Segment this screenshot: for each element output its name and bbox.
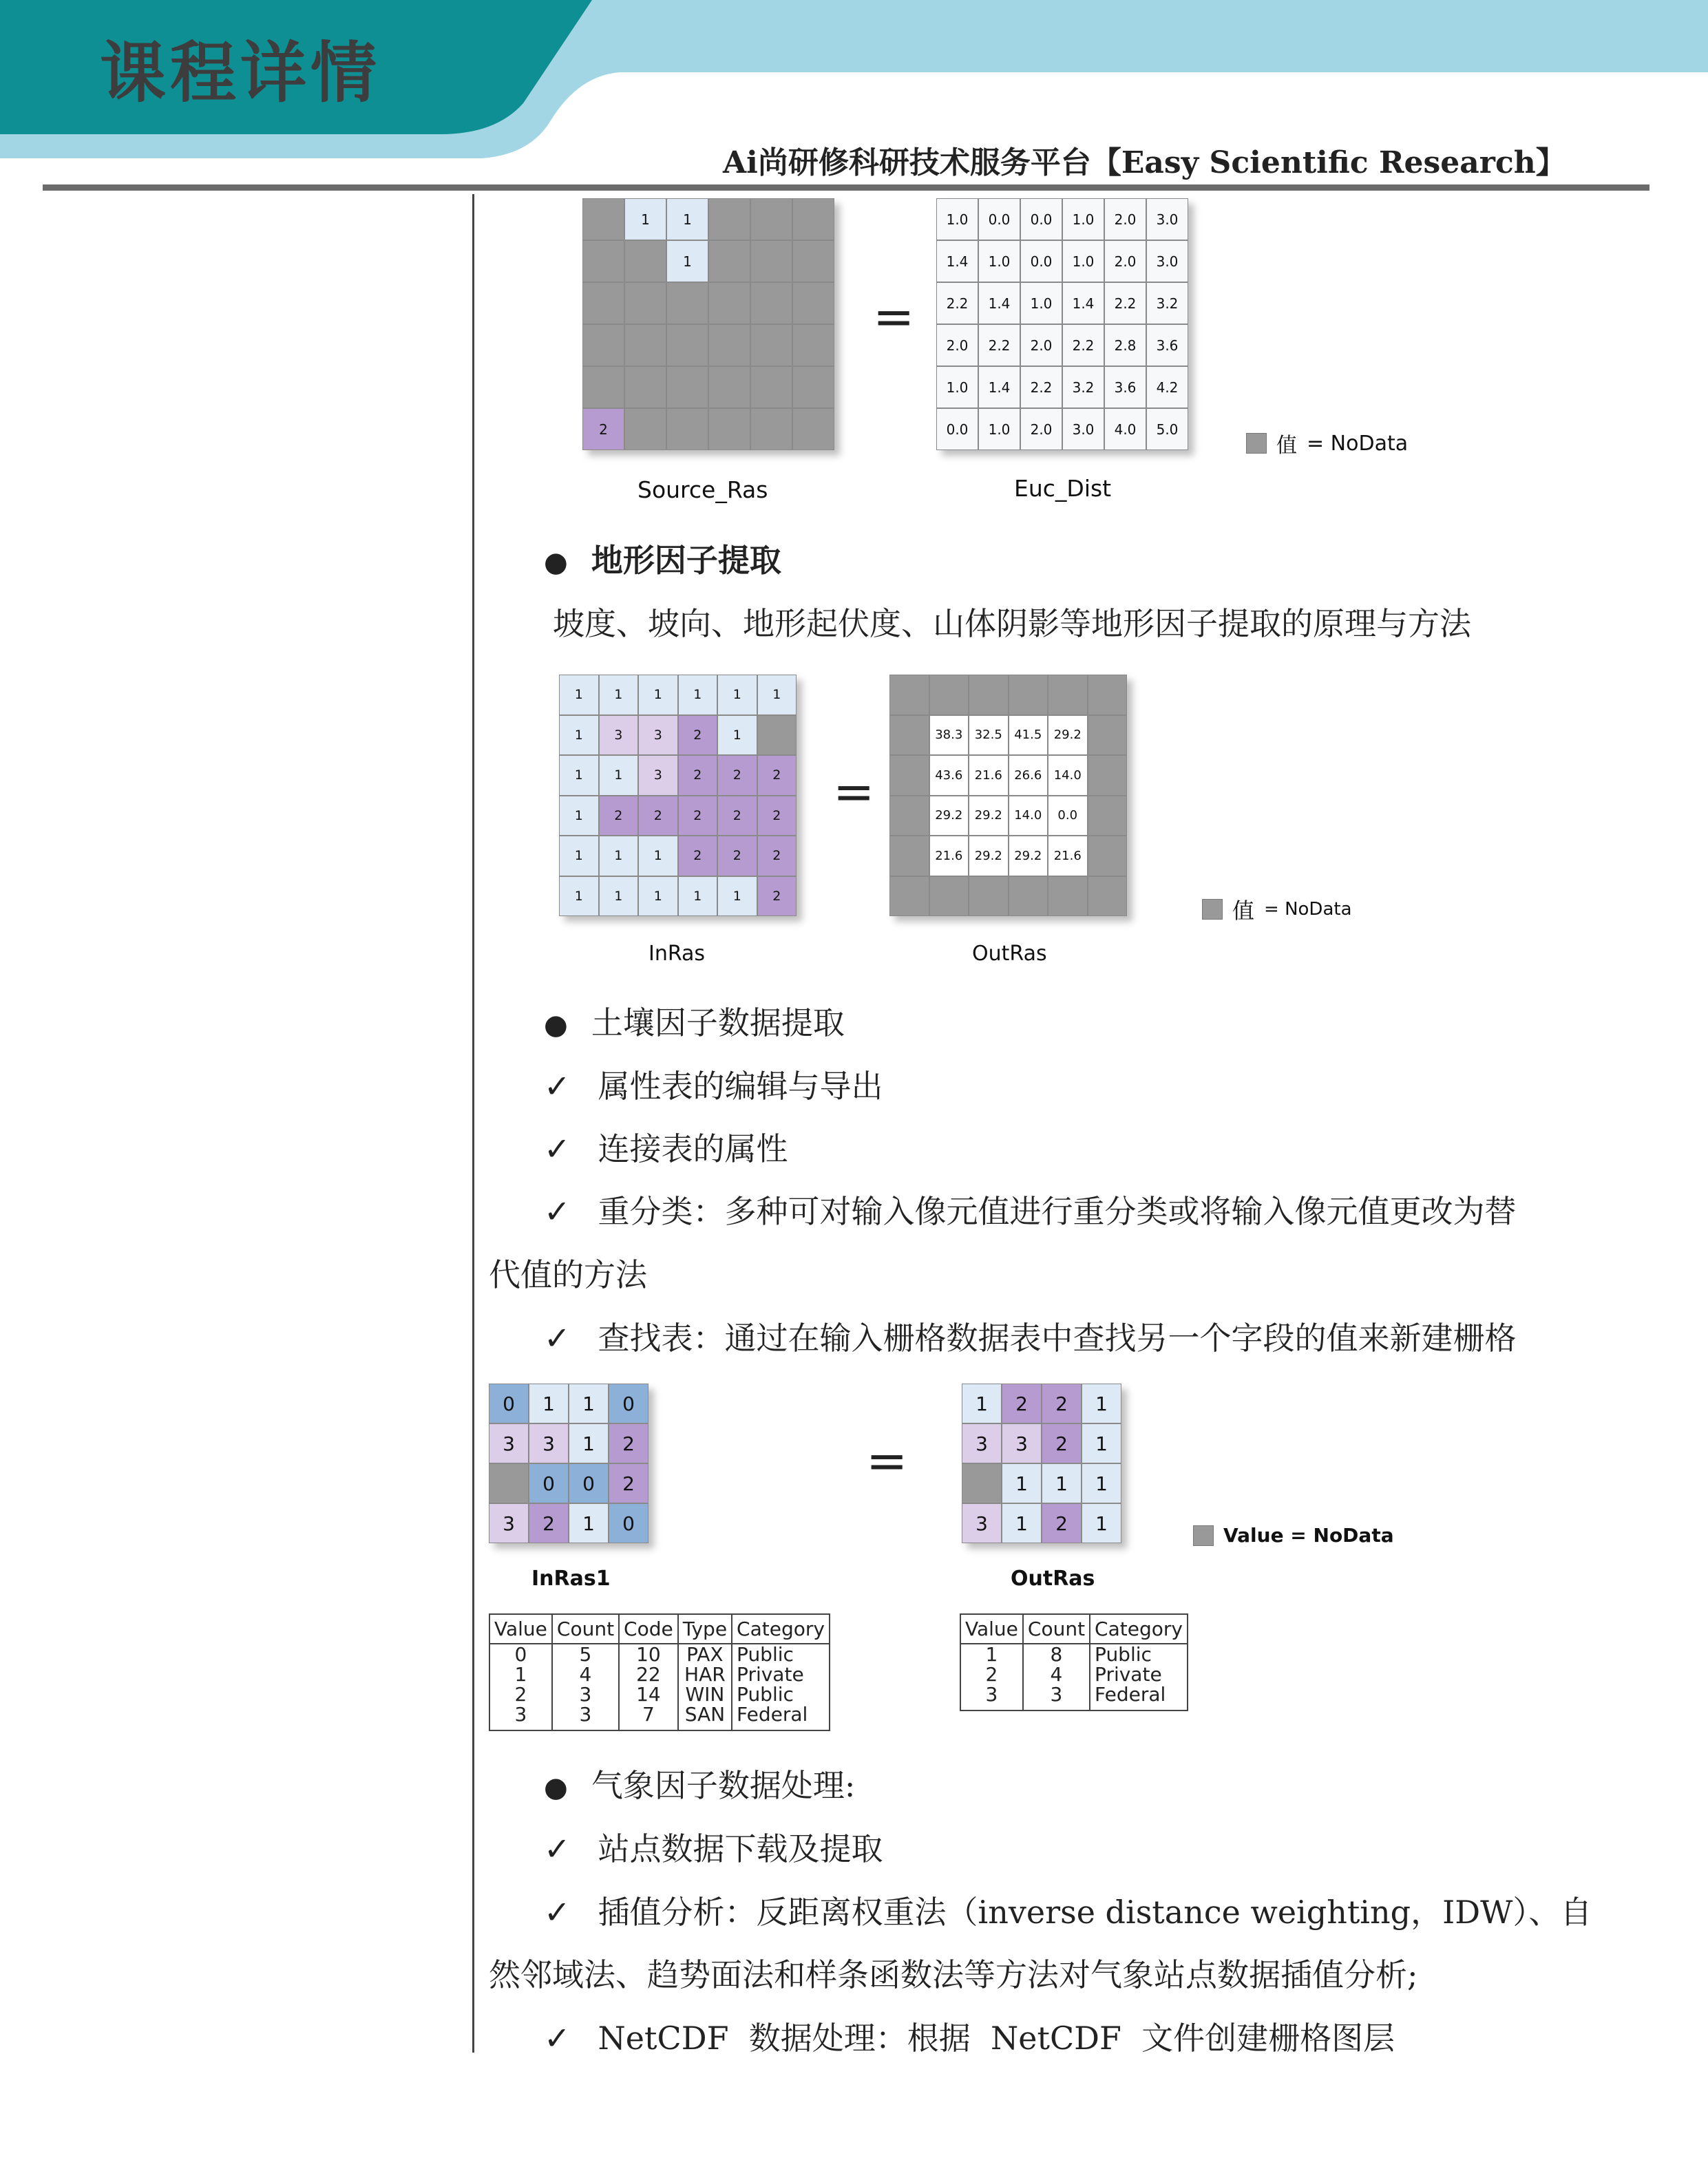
grid-cell (889, 836, 929, 876)
grid-cell (889, 675, 929, 715)
grid-cell: 2 (757, 876, 797, 917)
grid-cell: 1 (1082, 1463, 1121, 1503)
grid-cell: 1.0 (978, 408, 1020, 450)
grid-cell: 21.6 (1048, 836, 1088, 876)
grid-cell (708, 324, 750, 366)
table-row (960, 1644, 1188, 1664)
table-header-row (960, 1614, 1188, 1644)
grid-cell (969, 675, 1009, 715)
grid-cell (624, 282, 666, 324)
grid-cell: 3 (1002, 1423, 1042, 1463)
soil-item-2: ✓ 连接表的属性 (544, 1130, 788, 1167)
inras-grid (559, 675, 797, 916)
grid-cell: 0 (529, 1463, 569, 1503)
grid-cell: 0.0 (936, 408, 978, 450)
table-cell: Private (732, 1664, 830, 1684)
inras1-attribute-table (489, 1613, 830, 1731)
grid-cell: 2 (757, 755, 797, 796)
grid-cell: 1 (1042, 1463, 1082, 1503)
idw-item-cont: 然邻域法、趋势面法和样条函数法等方法对气象站点数据插值分析; (489, 1956, 1418, 1993)
grid-cell (750, 282, 792, 324)
table-row (489, 1684, 830, 1704)
table-cell: Private (1090, 1664, 1188, 1684)
legend-text: = NoData (1307, 431, 1409, 456)
grid-cell: 2 (1002, 1384, 1042, 1423)
grid-cell: 1 (624, 198, 666, 240)
grid-cell: 1 (638, 876, 678, 917)
grid-cell: 1 (599, 836, 639, 876)
table-header-row (489, 1614, 830, 1644)
grid-cell: 1.0 (936, 198, 978, 240)
idw-item: ✓ 插值分析：反距离权重法（inverse distance weighting，IDW）、自 (544, 1894, 1592, 1931)
table-row (960, 1664, 1188, 1684)
lookup-item: ✓ 查找表：通过在输入栅格数据表中查找另一个字段的值来新建栅格 (544, 1320, 1517, 1357)
grid-cell (889, 876, 929, 917)
grid-cell (708, 366, 750, 408)
outras-label: OutRas (1011, 1567, 1095, 1591)
grid-cell: 0.0 (1020, 240, 1062, 282)
grid-cell (624, 324, 666, 366)
grid-cell: 0 (609, 1384, 649, 1423)
grid-cell: 21.6 (929, 836, 969, 876)
grid-cell (624, 240, 666, 282)
grid-cell (962, 1463, 1002, 1503)
legend-text: = NoData (1264, 899, 1352, 920)
check-icon: ✓ (544, 1193, 571, 1230)
grid-cell (1048, 675, 1088, 715)
grid-cell: 1.4 (1062, 282, 1104, 324)
grid-cell: 1 (717, 876, 757, 917)
grid-cell: 5.0 (1146, 408, 1188, 450)
grid-cell: 1 (559, 675, 599, 715)
euc-dist-grid (936, 198, 1188, 450)
table-cell: 10 (619, 1644, 678, 1664)
grid-cell: 3.0 (1146, 240, 1188, 282)
grid-cell: 3 (962, 1423, 1002, 1463)
inras1-label: InRas1 (531, 1567, 611, 1591)
grid-cell (582, 324, 624, 366)
grid-cell (1088, 876, 1128, 917)
grid-cell: 2 (678, 836, 718, 876)
grid-cell: 26.6 (1009, 755, 1048, 796)
grid-cell: 2 (757, 836, 797, 876)
grid-cell (666, 282, 708, 324)
outras-grid (962, 1384, 1121, 1543)
grid-cell: 0.0 (1048, 796, 1088, 836)
column-header: Count (1023, 1614, 1090, 1644)
grid-cell: 3 (638, 715, 678, 756)
grid-cell: 1 (678, 876, 718, 917)
grid-cell: 2 (678, 715, 718, 756)
outras-attribute-table (960, 1613, 1188, 1711)
column-header: Count (552, 1614, 619, 1644)
bullet-icon: ● (544, 1772, 568, 1803)
reclass-item-cont: 代值的方法 (489, 1256, 647, 1293)
grid-cell (1088, 755, 1128, 796)
grid-cell: 1.0 (936, 366, 978, 408)
grid-cell (889, 715, 929, 756)
grid-cell (750, 408, 792, 450)
grid-cell: 1 (666, 240, 708, 282)
margin-line (472, 194, 474, 2053)
inras-label: InRas (649, 942, 706, 966)
grid-cell: 2 (717, 755, 757, 796)
grid-cell: 2.2 (1062, 324, 1104, 366)
nodata-legend (1202, 893, 1352, 925)
grid-cell: 1 (638, 836, 678, 876)
table-cell: 8 (1023, 1644, 1090, 1664)
grid-cell (666, 408, 708, 450)
table-cell: 3 (552, 1704, 619, 1730)
grid-cell (929, 876, 969, 917)
grid-cell (582, 198, 624, 240)
grid-cell: 2.2 (936, 282, 978, 324)
grid-cell: 1 (599, 876, 639, 917)
grid-cell: 2 (678, 796, 718, 836)
grid-cell: 2 (717, 836, 757, 876)
grid-cell: 0.0 (978, 198, 1020, 240)
grid-cell: 2 (609, 1463, 649, 1503)
grid-cell: 1.0 (1062, 198, 1104, 240)
soil-heading (544, 998, 845, 1044)
grid-cell: 1 (559, 755, 599, 796)
grid-cell (582, 366, 624, 408)
grid-cell (889, 796, 929, 836)
grid-cell: 1 (1002, 1463, 1042, 1503)
check-icon: ✓ (544, 1068, 571, 1105)
nodata-swatch (1202, 899, 1223, 920)
grid-cell (792, 324, 834, 366)
grid-cell (624, 366, 666, 408)
grid-cell: 1 (559, 836, 599, 876)
grid-cell: 2 (1042, 1503, 1082, 1543)
grid-cell (708, 198, 750, 240)
table-row (489, 1704, 830, 1730)
grid-cell: 1 (1082, 1503, 1121, 1543)
grid-cell: 2 (609, 1423, 649, 1463)
table-cell: 0 (489, 1644, 552, 1664)
grid-cell: 0 (569, 1463, 609, 1503)
grid-cell: 1 (599, 675, 639, 715)
outras-label: OutRas (972, 942, 1047, 966)
equals-sign: = (833, 763, 875, 820)
header-divider (43, 184, 1649, 191)
grid-cell: 1 (529, 1384, 569, 1423)
grid-cell: 1 (569, 1423, 609, 1463)
table-cell: HAR (678, 1664, 732, 1684)
column-header: Code (619, 1614, 678, 1644)
grid-cell: 2.0 (936, 324, 978, 366)
grid-cell: 29.2 (1048, 715, 1088, 756)
grid-cell: 0 (489, 1384, 529, 1423)
grid-cell (889, 755, 929, 796)
grid-cell: 29.2 (969, 836, 1009, 876)
nodata-legend (1193, 1524, 1394, 1547)
grid-cell: 1.4 (978, 282, 1020, 324)
grid-cell (792, 408, 834, 450)
page-title: 课程详情 (100, 34, 381, 112)
grid-cell: 2 (1042, 1384, 1082, 1423)
column-header: Type (678, 1614, 732, 1644)
inras1-grid (489, 1384, 649, 1543)
table-cell: 3 (489, 1704, 552, 1730)
soil-item-1: ✓ 属性表的编辑与导出 (544, 1068, 883, 1105)
grid-cell (1088, 715, 1128, 756)
table-cell: WIN (678, 1684, 732, 1704)
grid-cell: 2.2 (1020, 366, 1062, 408)
grid-cell: 1 (569, 1503, 609, 1543)
grid-cell: 14.0 (1048, 755, 1088, 796)
grid-cell (969, 876, 1009, 917)
grid-cell (929, 675, 969, 715)
grid-cell: 41.5 (1009, 715, 1048, 756)
grid-cell: 3.2 (1062, 366, 1104, 408)
grid-cell: 3 (489, 1503, 529, 1543)
grid-cell: 3.0 (1062, 408, 1104, 450)
grid-cell: 1.4 (978, 366, 1020, 408)
grid-cell: 3 (489, 1423, 529, 1463)
grid-cell: 3 (638, 755, 678, 796)
grid-cell: 1 (757, 675, 797, 715)
grid-cell: 32.5 (969, 715, 1009, 756)
bullet-icon: ● (544, 1009, 568, 1041)
grid-cell: 2 (717, 796, 757, 836)
grid-cell: 2 (678, 755, 718, 796)
grid-cell (750, 324, 792, 366)
table-row (960, 1684, 1188, 1710)
table-cell: 2 (960, 1664, 1023, 1684)
column-header: Category (732, 1614, 830, 1644)
grid-cell: 1.0 (1020, 282, 1062, 324)
grid-cell: 29.2 (1009, 836, 1048, 876)
grid-cell: 3.2 (1146, 282, 1188, 324)
grid-cell: 2 (599, 796, 639, 836)
grid-cell (582, 282, 624, 324)
grid-cell (1088, 675, 1128, 715)
grid-cell: 29.2 (929, 796, 969, 836)
grid-cell: 3 (599, 715, 639, 756)
grid-cell (1009, 876, 1048, 917)
table-cell: SAN (678, 1704, 732, 1730)
grid-cell: 3 (962, 1503, 1002, 1543)
table-cell: Public (732, 1644, 830, 1664)
climate-item-1: ✓ 站点数据下载及提取 (544, 1830, 883, 1867)
grid-cell (792, 366, 834, 408)
grid-cell (792, 198, 834, 240)
grid-cell: 1 (962, 1384, 1002, 1423)
terrain-heading-text: 地形因子提取 (591, 542, 781, 579)
table-cell: 4 (552, 1664, 619, 1684)
table-cell: Federal (732, 1704, 830, 1730)
nodata-swatch (1193, 1525, 1214, 1546)
grid-cell: 1 (638, 675, 678, 715)
table-cell: 22 (619, 1664, 678, 1684)
grid-cell: 1 (1082, 1384, 1121, 1423)
bullet-icon: ● (544, 546, 568, 578)
grid-cell: 2.0 (1020, 324, 1062, 366)
grid-cell: 1 (717, 715, 757, 756)
check-icon: ✓ (544, 1894, 571, 1931)
grid-cell: 38.3 (929, 715, 969, 756)
grid-cell: 21.6 (969, 755, 1009, 796)
grid-cell: 1.0 (1062, 240, 1104, 282)
grid-cell (1088, 836, 1128, 876)
grid-cell (489, 1463, 529, 1503)
grid-cell: 2.0 (1104, 240, 1146, 282)
climate-heading-text: 气象因子数据处理: (591, 1767, 856, 1804)
grid-cell: 1.4 (936, 240, 978, 282)
grid-cell: 4.2 (1146, 366, 1188, 408)
grid-cell (666, 324, 708, 366)
grid-cell: 0 (609, 1503, 649, 1543)
euc-dist-label: Euc_Dist (1014, 475, 1112, 502)
table-cell: 7 (619, 1704, 678, 1730)
legend-value-label: 值 (1276, 434, 1297, 458)
table-row (489, 1664, 830, 1684)
table-cell: 3 (552, 1684, 619, 1704)
grid-cell: 1 (666, 198, 708, 240)
table-cell: 1 (960, 1644, 1023, 1664)
table-cell: Federal (1090, 1684, 1188, 1710)
column-header: Category (1090, 1614, 1188, 1644)
terrain-heading (544, 536, 781, 581)
grid-cell: 3.6 (1104, 366, 1146, 408)
grid-cell (708, 240, 750, 282)
column-header: Value (960, 1614, 1023, 1644)
outras-grid (889, 675, 1127, 916)
terrain-desc: 坡度、坡向、地形起伏度、山体阴影等地形因子提取的原理与方法 (553, 605, 1471, 642)
soil-heading-text: 土壤因子数据提取 (591, 1004, 845, 1041)
legend-text: Value = NoData (1223, 1524, 1394, 1547)
grid-cell: 4.0 (1104, 408, 1146, 450)
grid-cell (1048, 876, 1088, 917)
grid-cell: 1 (559, 715, 599, 756)
check-icon: ✓ (544, 1830, 571, 1867)
equals-sign: = (873, 288, 915, 346)
grid-cell: 1 (1082, 1423, 1121, 1463)
grid-cell: 2 (638, 796, 678, 836)
grid-cell (792, 282, 834, 324)
grid-cell: 3 (529, 1423, 569, 1463)
check-icon: ✓ (544, 1320, 571, 1357)
table-cell: PAX (678, 1644, 732, 1664)
table-cell: 2 (489, 1684, 552, 1704)
grid-cell (1009, 675, 1048, 715)
grid-cell: 2.0 (1104, 198, 1146, 240)
grid-cell (666, 366, 708, 408)
table-cell: Public (1090, 1644, 1188, 1664)
netcdf-item: ✓ NetCDF 数据处理：根据 NetCDF 文件创建栅格图层 (544, 2020, 1395, 2057)
source-ras-label: Source_Ras (637, 476, 768, 503)
grid-cell: 1 (559, 796, 599, 836)
grid-cell (750, 240, 792, 282)
nodata-swatch (1246, 433, 1267, 454)
grid-cell: 2.8 (1104, 324, 1146, 366)
grid-cell: 0.0 (1020, 198, 1062, 240)
platform-name: Ai尚研修科研技术服务平台【Easy Scientific Research】 (723, 145, 1566, 180)
grid-cell: 2 (529, 1503, 569, 1543)
grid-cell: 2 (582, 408, 624, 450)
grid-cell: 1 (599, 755, 639, 796)
grid-cell: 2 (1042, 1423, 1082, 1463)
grid-cell: 29.2 (969, 796, 1009, 836)
nodata-legend (1246, 428, 1408, 458)
check-icon: ✓ (544, 2020, 571, 2057)
grid-cell: 1.0 (978, 240, 1020, 282)
source-ras-grid (582, 198, 834, 450)
table-cell: 1 (489, 1664, 552, 1684)
column-header: Value (489, 1614, 552, 1644)
equals-sign: = (866, 1432, 908, 1490)
grid-cell (582, 240, 624, 282)
grid-cell (708, 408, 750, 450)
grid-cell: 1 (678, 675, 718, 715)
table-cell: 3 (1023, 1684, 1090, 1710)
grid-cell (708, 282, 750, 324)
grid-cell: 1 (569, 1384, 609, 1423)
legend-value-label: 值 (1232, 898, 1255, 924)
grid-cell (792, 240, 834, 282)
grid-cell (750, 366, 792, 408)
grid-cell: 2.2 (1104, 282, 1146, 324)
grid-cell (1088, 796, 1128, 836)
grid-cell: 2.2 (978, 324, 1020, 366)
grid-cell: 2.0 (1020, 408, 1062, 450)
grid-cell (750, 198, 792, 240)
grid-cell (624, 408, 666, 450)
table-row (489, 1644, 830, 1664)
table-cell: Public (732, 1684, 830, 1704)
table-cell: 14 (619, 1684, 678, 1704)
reclass-item: ✓ 重分类：多种可对输入像元值进行重分类或将输入像元值更改为替 (544, 1193, 1517, 1230)
grid-cell: 2 (757, 796, 797, 836)
grid-cell: 43.6 (929, 755, 969, 796)
grid-cell: 3.6 (1146, 324, 1188, 366)
grid-cell: 1 (1002, 1503, 1042, 1543)
grid-cell: 1 (717, 675, 757, 715)
table-cell: 4 (1023, 1664, 1090, 1684)
grid-cell (757, 715, 797, 756)
climate-heading (544, 1761, 855, 1806)
table-cell: 5 (552, 1644, 619, 1664)
grid-cell: 14.0 (1009, 796, 1048, 836)
table-cell: 3 (960, 1684, 1023, 1710)
grid-cell: 3.0 (1146, 198, 1188, 240)
grid-cell: 1 (559, 876, 599, 917)
check-icon: ✓ (544, 1130, 571, 1167)
